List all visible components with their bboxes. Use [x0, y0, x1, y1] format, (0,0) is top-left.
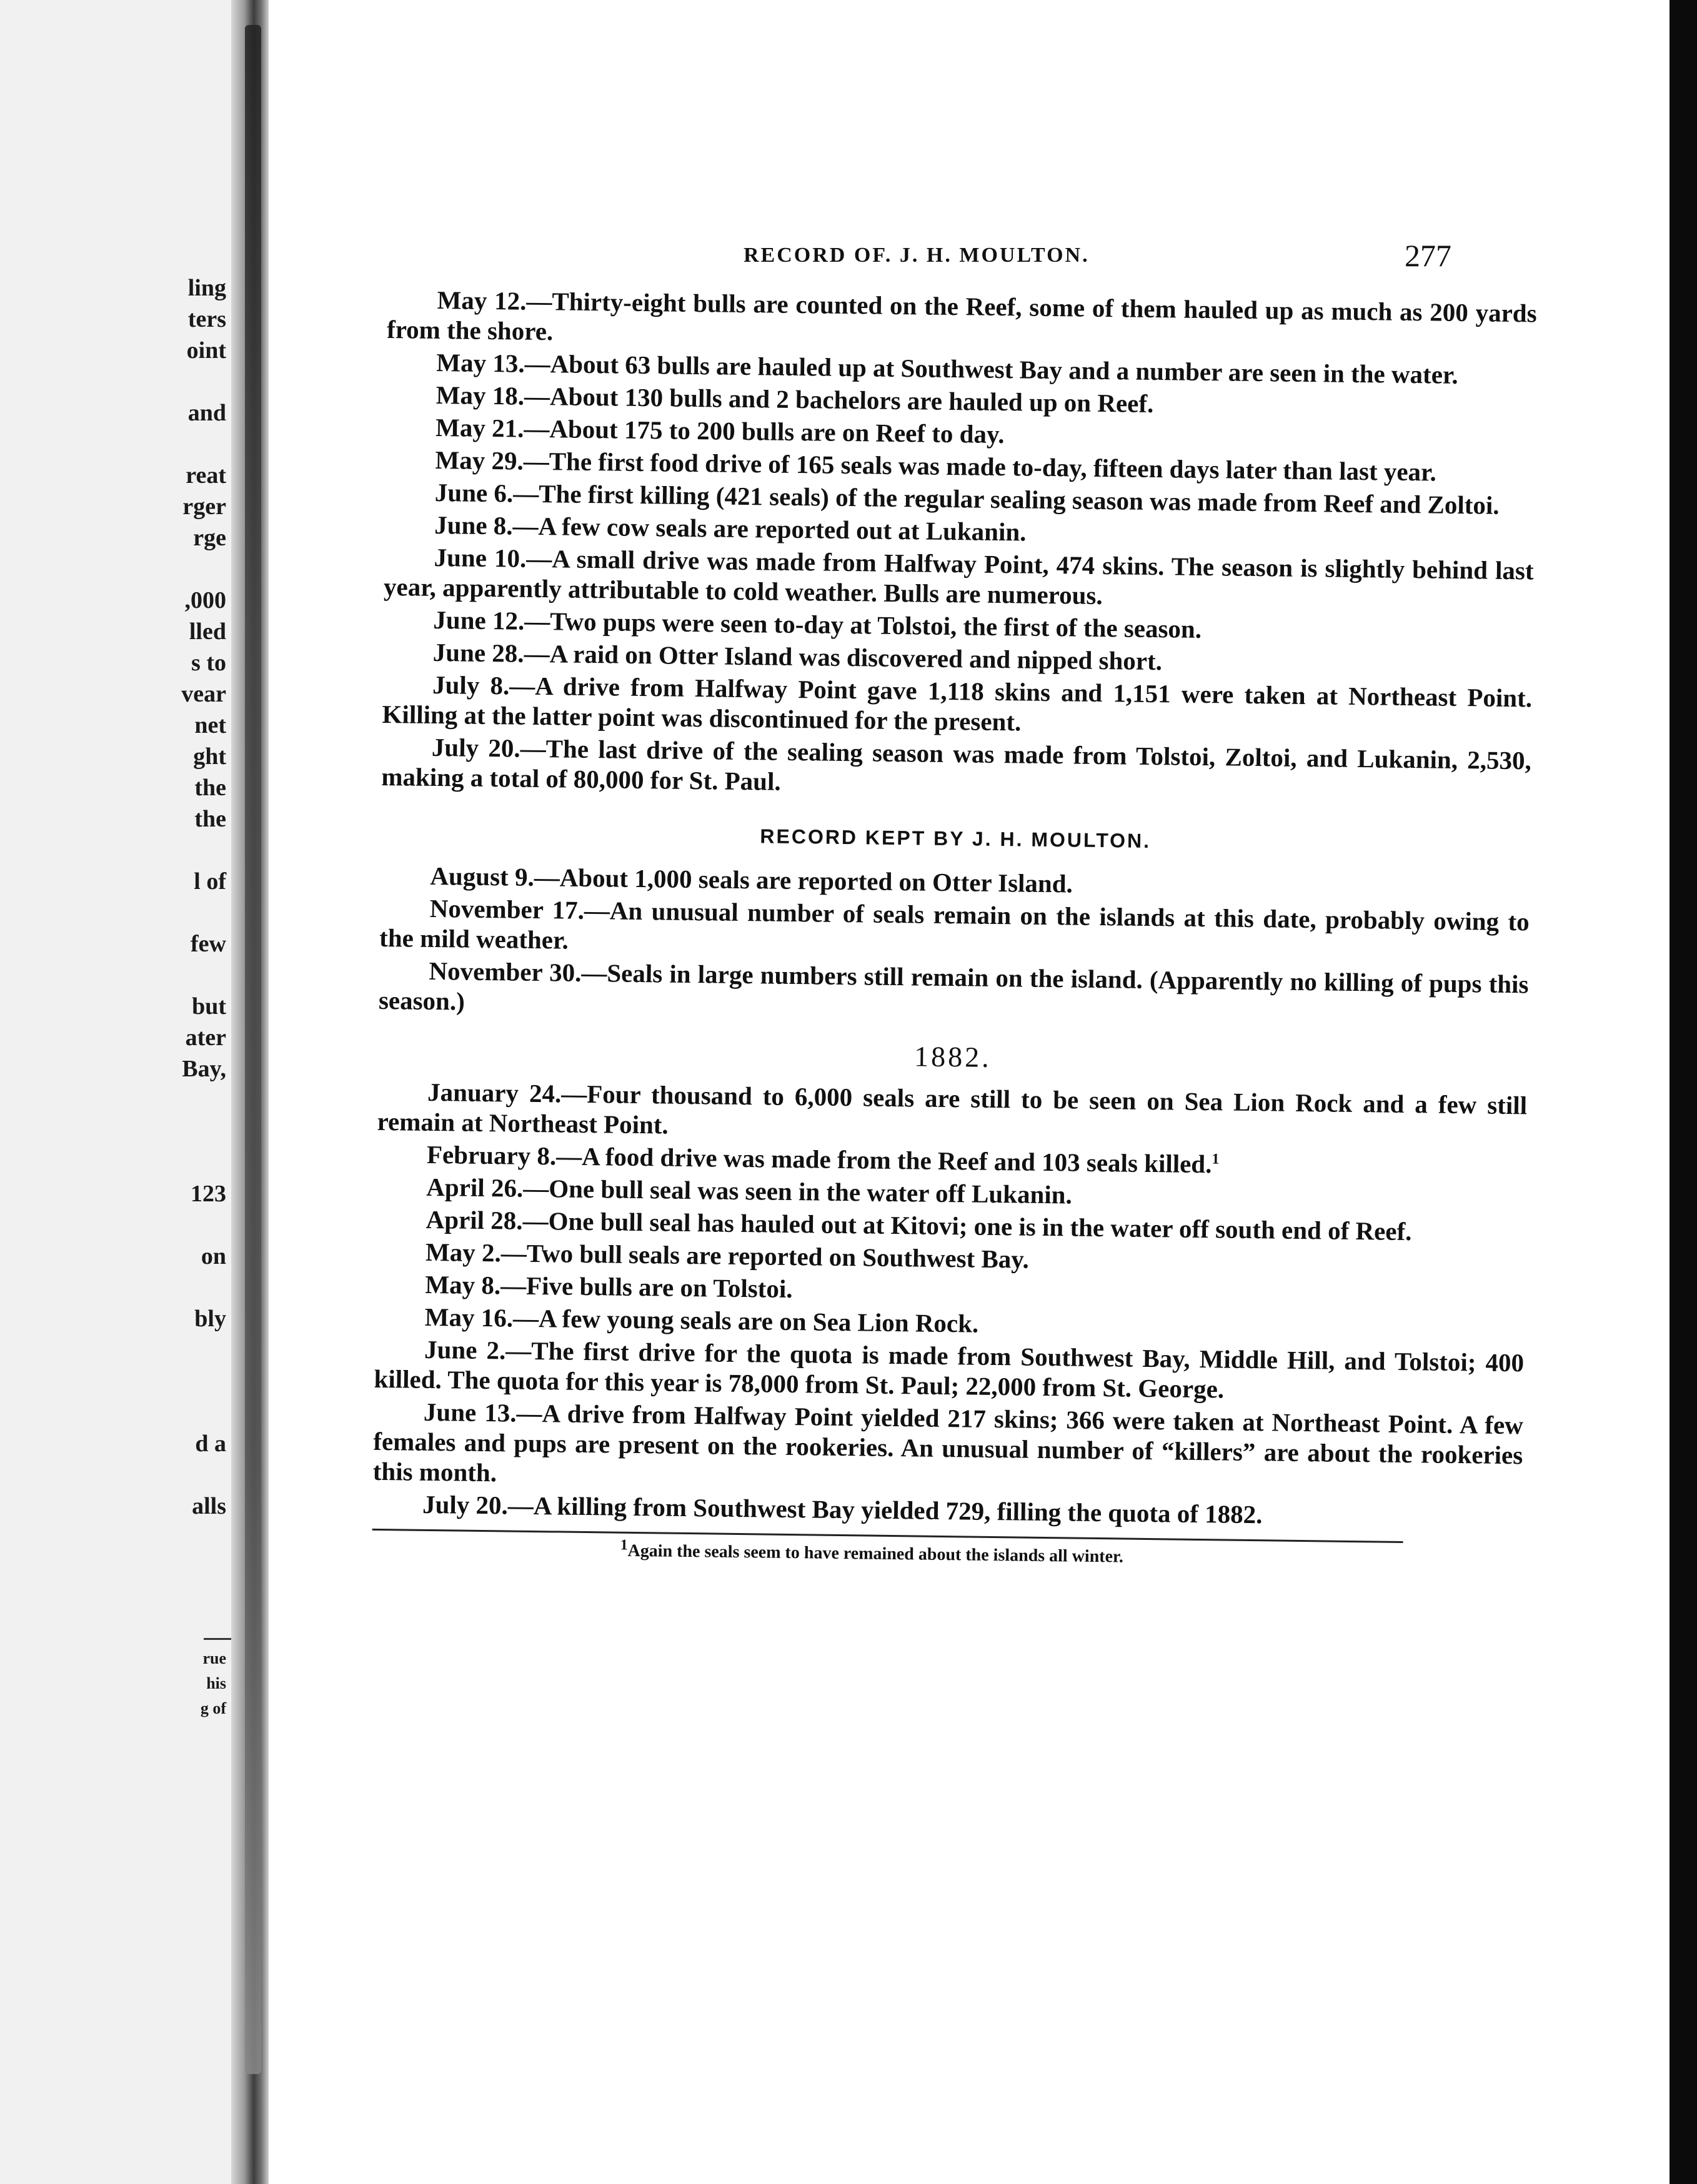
entry-text: —A drive from Halfway Point gave 1,118 skins and 1,151 were taken at Northeast Point. Killing at the latter point was discontinued for the present.	[382, 671, 1533, 737]
entry-text: —A small drive was made from Halfway Point, 474 skins. The season is slightly behind last year, apparently attributable to cold weather. Bulls are numerous.	[383, 544, 1534, 610]
entry-text: —About 175 to 200 bulls are on Reef to day.	[524, 414, 1005, 449]
entry-date: May 18.	[435, 380, 525, 410]
entry-date: May 2.	[425, 1237, 502, 1268]
journal-entry	[379, 893, 1530, 966]
entry-date: November 30.	[429, 956, 582, 987]
entry-date: February 8.	[426, 1139, 557, 1171]
footnote-text: Again the seals seem to have remained about the islands all winter.	[627, 1541, 1124, 1567]
entry-text: —A raid on Otter Island was discovered and nipped short.	[524, 638, 1163, 676]
entry-text: —The first drive for the quota is made from Southwest Bay, Middle Hill, and Tolstoi; 400 killed. The quota for this year is 78,000 from St. Paul; 22,000 from St. George.	[374, 1336, 1525, 1404]
facing-page-fragment: rger	[182, 494, 226, 520]
entry-date: May 8.	[425, 1269, 501, 1300]
entry-text: —The first food drive of 165 seals was made to-day, fifteen days later than last year.	[523, 446, 1437, 487]
entry-text: —Four thousand to 6,000 seals are still to be seen on Sea Lion Rock and a few still remain at Northeast Point.	[377, 1079, 1528, 1139]
facing-page-fragment: the	[194, 806, 226, 832]
entry-date: May 12.	[437, 285, 527, 315]
entry-text: —An unusual number of seals remain on the islands at this date, probably owing to the mild weather.	[379, 895, 1530, 955]
running-head: RECORD OF. J. H. MOULTON.	[744, 244, 1090, 267]
entry-text: —A few young seals are on Sea Lion Rock.	[512, 1303, 979, 1338]
facing-page-fragment: but	[192, 993, 226, 1020]
scan-border	[1670, 0, 1697, 2184]
facing-page-fragment: rge	[193, 525, 226, 551]
entry-date: June 2.	[424, 1334, 506, 1365]
entry-text: —Two bull seals are reported on Southwest Bay.	[500, 1238, 1030, 1274]
journal-entry	[382, 669, 1532, 743]
entry-date: July 20.	[422, 1489, 509, 1520]
entry-text: —A killing from Southwest Bay yielded 729, filling the quota of 1882.	[507, 1491, 1263, 1529]
entry-text: —A food drive was made from the Reef and 103 seals killed.	[555, 1141, 1212, 1179]
facing-page-footnote-rule	[204, 1638, 231, 1640]
entry-text: —One bull seal has hauled out at Kitovi; one is in the water off south end of Reef.	[522, 1206, 1412, 1246]
entry-text: —Two pups were seen to-day at Tolstoi, the first of the season.	[524, 606, 1202, 643]
journal-entry	[377, 1076, 1527, 1150]
entry-text: —Five bulls are on Tolstoi.	[500, 1271, 793, 1304]
facing-page-fragment: ,000	[184, 587, 226, 613]
entry-text: —Thirty-eight bulls are counted on the Reef, some of them hauled up as much as 200 yards from the shore.	[386, 286, 1537, 346]
journal-entry	[384, 542, 1534, 615]
entry-date: June 6.	[434, 477, 514, 508]
facing-page-fragment: the	[194, 775, 226, 801]
page-number: 277	[1405, 238, 1451, 273]
facing-page-fragment: l of	[194, 868, 226, 895]
facing-page-fragment: ters	[187, 306, 226, 332]
journal-entry	[381, 732, 1531, 805]
journal-entry	[374, 1334, 1524, 1407]
facing-page-footnote-fragment: rue	[202, 1649, 226, 1667]
entries-record-kept	[379, 860, 1530, 1029]
entry-text: —One bull seal was seen in the water off Lukanin.	[522, 1173, 1073, 1209]
footnote-reference: 1	[1212, 1151, 1220, 1168]
facing-page-fragment: Bay,	[182, 1056, 226, 1082]
entry-date: June 8.	[434, 510, 513, 540]
facing-page-fragment: few	[191, 931, 226, 957]
facing-page-fragment: vear	[181, 681, 226, 707]
year-heading: 1882.	[913, 1040, 992, 1073]
facing-page-footnote-fragment: g of	[200, 1699, 226, 1717]
page-body	[372, 284, 1537, 1573]
facing-page-fragment: lled	[189, 618, 226, 645]
entries-1882	[372, 1076, 1528, 1532]
entry-date: August 9.	[430, 861, 535, 891]
facing-page-fragment: ling	[187, 275, 226, 301]
entry-date: July 20.	[431, 732, 521, 763]
entry-date: June 13.	[423, 1397, 517, 1427]
entry-date: May 29.	[435, 445, 524, 475]
gutter-shadow	[245, 25, 261, 2074]
entry-date: January 24.	[427, 1077, 562, 1108]
entry-text: —About 130 bulls and 2 bachelors are hauled up on Reef.	[524, 381, 1154, 418]
entry-text: —A few cow seals are reported out at Lukanin.	[512, 511, 1027, 547]
journal-entry	[387, 284, 1537, 358]
facing-page-fragment: reat	[186, 462, 226, 489]
facing-page-fragment: 123	[191, 1181, 226, 1207]
entry-text: —The last drive of the sealing season was made from Tolstoi, Zoltoi, and Lukanin, 2,530, making a total of 80,000 for St. Paul.	[381, 733, 1532, 796]
journal-entry	[372, 1396, 1523, 1500]
section-heading: RECORD KEPT BY J. H. MOULTON.	[760, 825, 1152, 852]
facing-page-text-fragments	[0, 0, 231, 2184]
facing-page-fragment: on	[201, 1243, 226, 1269]
facing-page-fragment: and	[187, 400, 226, 426]
entry-text: —The first killing (421 seals) of the regular sealing season was made from Reef and Zoltoi.	[512, 479, 1500, 520]
entry-date: July 8.	[432, 670, 510, 700]
facing-page-fragment: net	[194, 712, 226, 738]
entry-date: May 21.	[435, 412, 524, 443]
entry-date: May 13.	[436, 347, 525, 378]
facing-page-fragment: d a	[195, 1431, 226, 1457]
facing-page-fragment: oint	[186, 337, 226, 364]
entry-date: June 12.	[433, 605, 525, 635]
entry-date: April 26.	[426, 1172, 524, 1203]
entry-date: November 17.	[429, 893, 585, 925]
entries-1881	[381, 284, 1537, 805]
facing-page-fragment: ght	[193, 743, 226, 770]
journal-entry	[379, 955, 1529, 1029]
entry-text: —About 63 bulls are hauled up at Southwest Bay and a number are seen in the water.	[524, 349, 1458, 389]
entry-text: —About 1,000 seals are reported on Otter Island.	[534, 862, 1073, 898]
entry-date: June 28.	[432, 637, 524, 668]
footnote-marker: 1	[620, 1537, 628, 1554]
facing-page-fragment: bly	[194, 1306, 226, 1332]
facing-page-footnote-fragment: his	[206, 1674, 226, 1692]
facing-page-fragment: ater	[185, 1025, 226, 1051]
book-page	[269, 0, 1670, 2184]
entry-text: —Seals in large numbers still remain on the island. (Apparently no killing of pups this season.)	[378, 958, 1529, 1016]
entry-date: April 28.	[425, 1204, 523, 1235]
page-header	[269, 238, 1670, 281]
entry-date: June 10.	[434, 542, 527, 573]
facing-page-fragment: s to	[191, 650, 226, 676]
facing-page-fragment: alls	[192, 1493, 226, 1519]
entry-date: May 16.	[424, 1302, 514, 1333]
facing-page	[0, 0, 231, 2184]
entry-text: —A drive from Halfway Point yielded 217 skins; 366 were taken at Northeast Point. A few females and pups are present on the rookeries. An unusual number of “killers” are about the rookeries this month.	[372, 1398, 1524, 1487]
